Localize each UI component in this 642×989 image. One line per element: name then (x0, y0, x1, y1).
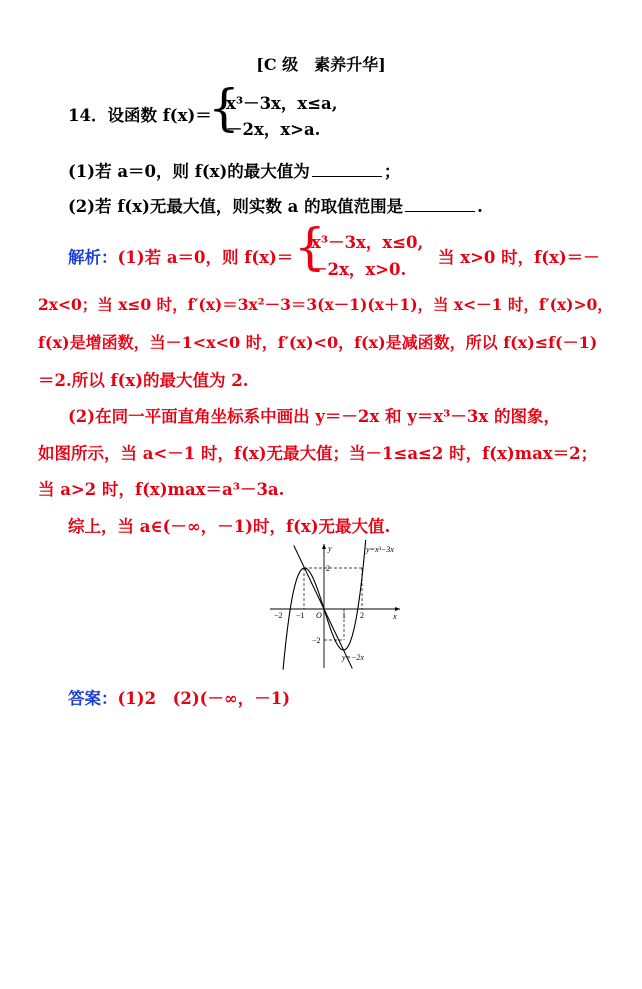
question-2-suffix: . (477, 197, 483, 216)
tick-y-neg2: −2 (312, 636, 321, 645)
solution-line-3: f(x)是增函数，当－1<x<0 时，f′(x)<0，f(x)是减函数，所以 f(x)≤f(－1) (38, 333, 598, 352)
tick-y-2: 2 (326, 564, 330, 573)
solution-line-1 (68, 244, 293, 268)
y-axis-label: y (328, 544, 332, 553)
solution-line-8: 综上，当 a∈(－∞，－1)时，f(x)无最大值. (68, 517, 391, 536)
question-1 (68, 158, 400, 182)
line-graph (294, 545, 353, 668)
solution-line-5: (2)在同一平面直角坐标系中画出 y＝－2x 和 y＝x³－3x 的图象， (68, 407, 560, 426)
tick-x-2: 2 (360, 611, 364, 620)
question-1-text: (1)若 a＝0，则 f(x)的最大值为 (68, 162, 310, 181)
tick-x-1: 1 (342, 611, 346, 620)
answer-blank-2 (405, 197, 475, 212)
solution-line-6: 如图所示，当 a<－1 时，f(x)无最大值；当－1≤a≤2 时，f(x)max＝2； (38, 444, 598, 463)
tick-x-neg1: −1 (296, 611, 305, 620)
solution-case-1: x³－3x，x≤0, (311, 233, 424, 252)
problem-brace: { (208, 79, 240, 137)
cubic-label: y=x³−3x (366, 545, 394, 554)
x-axis-arrow (395, 607, 400, 611)
x-axis-label: x (393, 612, 397, 621)
problem-intro: 设函数 f(x)＝ (107, 106, 212, 125)
tick-x-neg2: −2 (274, 611, 283, 620)
solution-line-7: 当 a>2 时，f(x)max＝a³－3a. (38, 480, 285, 499)
cubic-curve (283, 540, 367, 670)
origin-label: O (316, 611, 322, 620)
solution-label: 解析： (68, 248, 118, 267)
solution-case-2: －2x，x>0. (311, 260, 407, 279)
y-axis-arrow (322, 544, 326, 549)
question-1-suffix: ； (383, 162, 401, 181)
problem-number: 14． (68, 106, 108, 125)
line-label: y=−2x (342, 653, 364, 662)
answer-line (68, 685, 290, 709)
solution-l1a: (1)若 a＝0，则 f(x)＝ (117, 248, 294, 267)
question-2-text: (2)若 f(x)无最大值，则实数 a 的取值范围是 (68, 197, 404, 216)
answer-text: (1)2 (2)(－∞，－1) (117, 689, 291, 708)
solution-brace: { (294, 218, 326, 276)
solution-l1b: 当 x>0 时，f(x)＝－ (438, 248, 600, 267)
problem-case-1: x³－3x，x≤a, (226, 94, 338, 113)
solution-line-4: ＝2.所以 f(x)的最大值为 2. (38, 371, 249, 390)
question-2 (68, 193, 483, 217)
function-graph (262, 540, 412, 670)
answer-label: 答案： (68, 689, 118, 708)
answer-blank-1 (312, 162, 382, 177)
solution-line-2: 2x<0；当 x≤0 时，f′(x)＝3x²－3＝3(x－1)(x＋1)，当 x<－1 时，f′(x)>0， (38, 295, 613, 314)
section-header: [C 级 素养升华] (256, 55, 386, 74)
problem-case-2: －2x，x>a. (226, 120, 321, 139)
problem-stem (68, 102, 212, 126)
